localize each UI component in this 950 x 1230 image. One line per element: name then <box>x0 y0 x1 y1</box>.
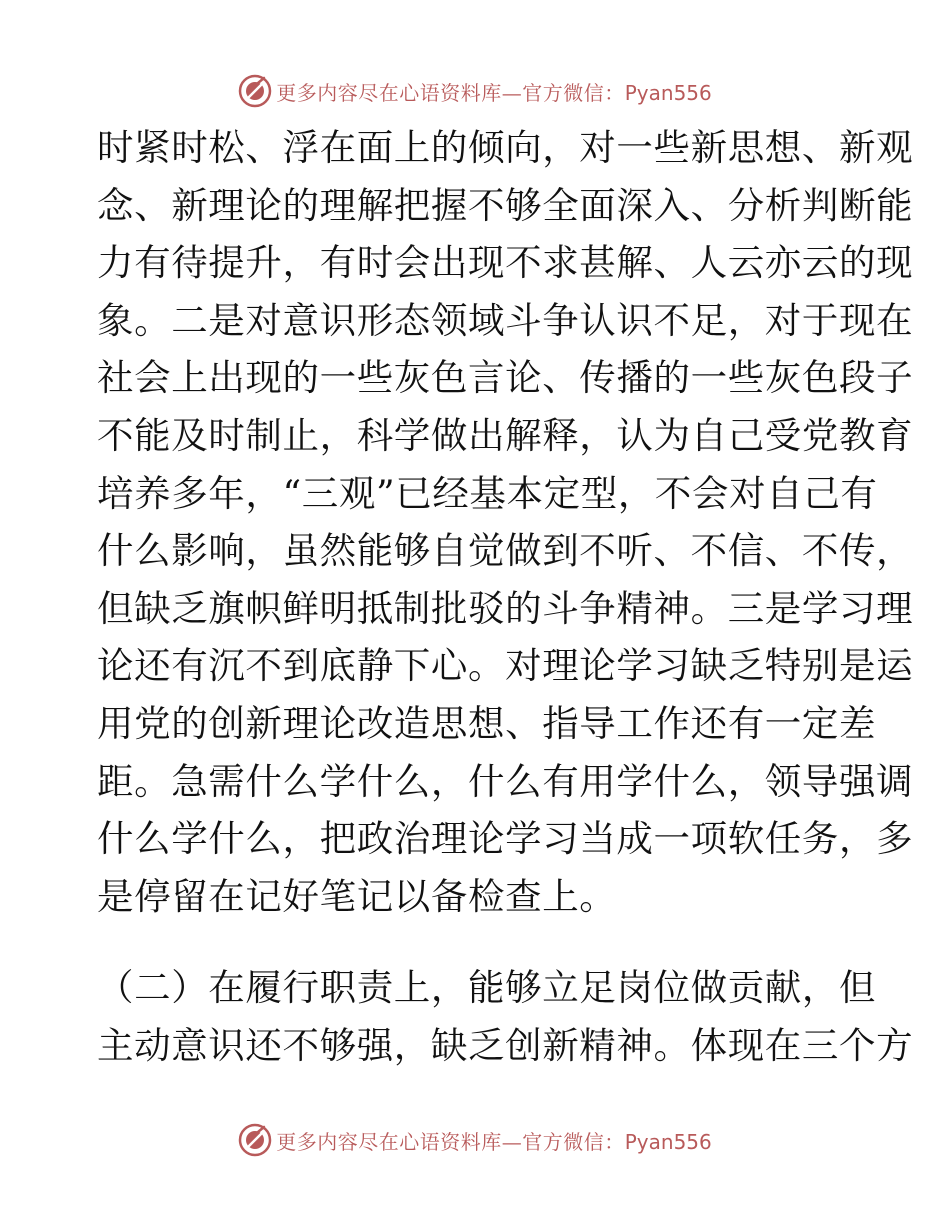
watermark-text <box>276 77 712 106</box>
text-line: 象。二是对意识形态领域斗争认识不足，对于现在 <box>97 298 914 342</box>
text-line: 什么影响，虽然能够自觉做到不听、不信、不传， <box>97 529 914 573</box>
document-body <box>97 119 914 1075</box>
seal-logo-icon <box>238 74 272 108</box>
text-line: 力有待提升，有时会出现不求甚解、人云亦云的现 <box>97 241 914 285</box>
text-line: 培养多年，“三观”已经基本定型，不会对自己有 <box>97 471 878 515</box>
header-watermark <box>0 71 950 111</box>
text-line: 念、新理论的理解把握不够全面深入、分析判断能 <box>97 183 914 227</box>
text-line: 什么学什么，把政治理论学习当成一项软任务，多 <box>97 817 914 861</box>
text-line: 论还有沉不到底静下心。对理论学习缺乏特别是运 <box>97 644 914 688</box>
watermark-handle: Pyan556 <box>624 80 712 105</box>
text-line: 主动意识还不够强，缺乏创新精神。体现在三个方 <box>97 1023 914 1067</box>
text-line: 但缺乏旗帜鲜明抵制批驳的斗争精神。三是学习理 <box>97 586 914 630</box>
text-line: 时紧时松、浮在面上的倾向，对一些新思想、新观 <box>97 126 914 169</box>
footer-watermark <box>0 1120 950 1160</box>
seal-logo-icon <box>238 1123 272 1157</box>
text-line: 距。急需什么学什么，什么有用学什么，领导强调 <box>97 759 914 803</box>
watermark-label: 更多内容尽在心语资料库—官方微信： <box>276 1129 625 1154</box>
section-heading-line: （二）在履行职责上，能够立足岗位做贡献，但 <box>97 966 877 1010</box>
watermark-label: 更多内容尽在心语资料库—官方微信： <box>276 80 625 105</box>
paragraph-spacer <box>97 925 857 959</box>
text-line: 是停留在记好笔记以备检查上。 <box>97 874 617 918</box>
paragraph-2 <box>97 959 914 1074</box>
text-line: 用党的创新理论改造思想、指导工作还有一定差 <box>97 701 877 745</box>
text-line: 社会上出现的一些灰色言论、传播的一些灰色段子 <box>97 356 914 400</box>
paragraph-1 <box>97 119 914 925</box>
watermark-text <box>276 1126 712 1155</box>
text-line: 不能及时制止，科学做出解释，认为自己受党教育 <box>97 413 914 457</box>
watermark-handle: Pyan556 <box>624 1129 712 1154</box>
